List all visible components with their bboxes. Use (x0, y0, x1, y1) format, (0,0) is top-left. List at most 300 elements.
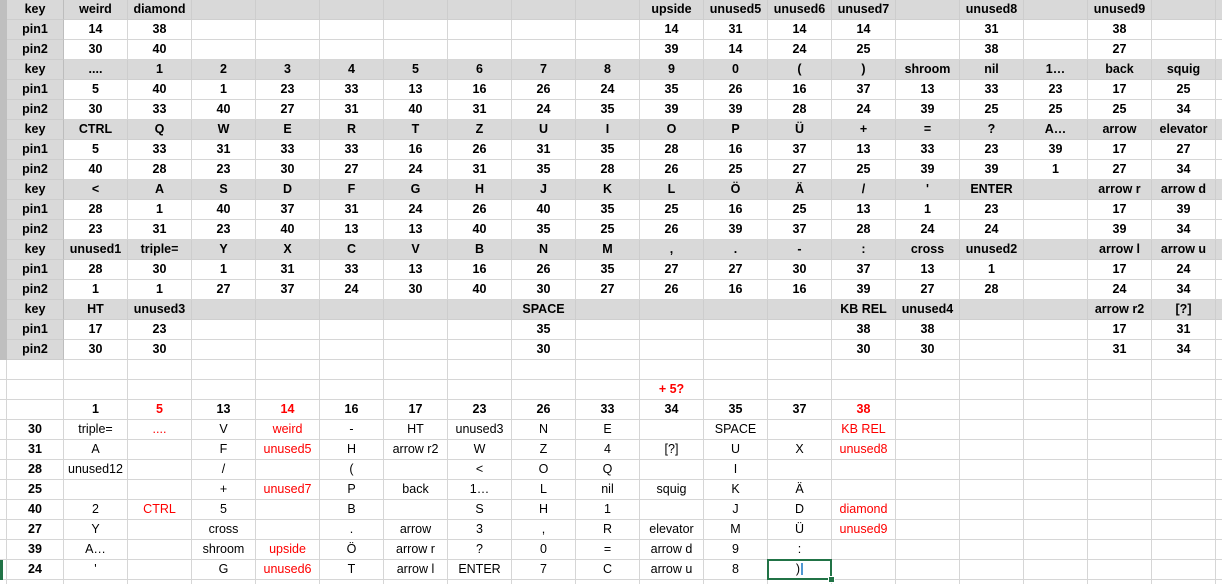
matrix-cell[interactable]: . (320, 520, 384, 540)
key-name-cell[interactable]: unused7 (832, 0, 896, 20)
key-name-cell[interactable]: 7 (512, 60, 576, 80)
key-name-cell[interactable]: F (320, 180, 384, 200)
matrix-cell[interactable]: : (768, 540, 832, 560)
blank-cell[interactable] (512, 360, 576, 380)
pin-value-cell[interactable]: 25 (1024, 100, 1088, 120)
blank-cell[interactable] (1088, 440, 1152, 460)
matrix-cell[interactable] (768, 460, 832, 480)
pin-value-cell[interactable]: 16 (384, 140, 448, 160)
matrix-cell[interactable]: shroom (192, 540, 256, 560)
pin-value-cell[interactable]: 14 (704, 40, 768, 60)
matrix-cell[interactable]: ENTER (448, 560, 512, 580)
row-label-cell[interactable]: pin1 (7, 80, 64, 100)
pin-value-cell[interactable]: 28 (960, 280, 1024, 300)
key-name-cell[interactable] (256, 300, 320, 320)
pin-value-cell[interactable]: 23 (64, 220, 128, 240)
pin-value-cell[interactable] (1024, 200, 1088, 220)
matrix-cell[interactable] (640, 500, 704, 520)
key-name-cell[interactable] (384, 0, 448, 20)
row-label-cell[interactable]: pin2 (7, 160, 64, 180)
matrix-row-label[interactable]: 28 (7, 460, 64, 480)
pin-value-cell[interactable]: 17 (64, 320, 128, 340)
pin-value-cell[interactable]: 17 (1088, 140, 1152, 160)
pin-value-cell[interactable]: 28 (64, 260, 128, 280)
pin-value-cell[interactable] (704, 340, 768, 360)
pin-value-cell[interactable]: 24 (384, 160, 448, 180)
key-name-cell[interactable]: M (576, 240, 640, 260)
pin-value-cell[interactable]: 24 (384, 200, 448, 220)
blank-cell[interactable] (512, 580, 576, 584)
key-name-cell[interactable]: R (320, 120, 384, 140)
matrix-cell[interactable]: E (576, 420, 640, 440)
pin-value-cell[interactable]: 40 (448, 220, 512, 240)
blank-cell[interactable] (768, 580, 832, 584)
matrix-row-label[interactable]: 27 (7, 520, 64, 540)
blank-cell[interactable] (576, 360, 640, 380)
pin-value-cell[interactable]: 40 (384, 100, 448, 120)
pin-value-cell[interactable] (640, 340, 704, 360)
pin-value-cell[interactable]: 40 (64, 160, 128, 180)
blank-cell[interactable] (1088, 360, 1152, 380)
blank-cell[interactable] (1152, 380, 1216, 400)
key-name-cell[interactable]: weird (64, 0, 128, 20)
pin-value-cell[interactable]: 16 (704, 280, 768, 300)
pin-value-cell[interactable] (960, 320, 1024, 340)
matrix-cell[interactable]: Ö (320, 540, 384, 560)
key-name-cell[interactable] (192, 300, 256, 320)
key-name-cell[interactable] (512, 0, 576, 20)
blank-cell[interactable] (1152, 400, 1216, 420)
matrix-cell[interactable]: Ä (768, 480, 832, 500)
pin-value-cell[interactable]: 33 (128, 140, 192, 160)
key-name-cell[interactable]: [?] (1152, 300, 1216, 320)
pin-value-cell[interactable]: 1 (128, 280, 192, 300)
pin-value-cell[interactable]: 33 (960, 80, 1024, 100)
matrix-cell[interactable]: unused5 (256, 440, 320, 460)
pin-value-cell[interactable] (192, 340, 256, 360)
key-name-cell[interactable]: < (64, 180, 128, 200)
pin-value-cell[interactable]: 13 (832, 200, 896, 220)
pin-value-cell[interactable]: 39 (704, 220, 768, 240)
pin-value-cell[interactable]: 35 (512, 220, 576, 240)
blank-cell[interactable] (1088, 580, 1152, 584)
row-label-cell[interactable]: key (7, 60, 64, 80)
pin-value-cell[interactable]: 39 (640, 100, 704, 120)
matrix-cell[interactable] (832, 540, 896, 560)
col-header-cell[interactable]: 1 (64, 400, 128, 420)
key-name-cell[interactable] (320, 300, 384, 320)
pin-value-cell[interactable]: 26 (640, 160, 704, 180)
pin-value-cell[interactable]: 30 (896, 340, 960, 360)
matrix-cell[interactable]: / (192, 460, 256, 480)
matrix-cell[interactable]: T (320, 560, 384, 580)
row-label-cell[interactable]: pin1 (7, 260, 64, 280)
matrix-cell[interactable]: D (768, 500, 832, 520)
blank-cell[interactable] (64, 360, 128, 380)
key-name-cell[interactable]: 8 (576, 60, 640, 80)
pin-value-cell[interactable]: 24 (832, 100, 896, 120)
pin-value-cell[interactable]: 35 (576, 140, 640, 160)
blank-cell[interactable] (320, 380, 384, 400)
pin-value-cell[interactable]: 5 (64, 140, 128, 160)
blank-cell[interactable] (1152, 580, 1216, 584)
pin-value-cell[interactable]: 38 (896, 320, 960, 340)
pin-value-cell[interactable]: 31 (448, 160, 512, 180)
matrix-cell[interactable]: + (192, 480, 256, 500)
key-name-cell[interactable]: / (832, 180, 896, 200)
key-name-cell[interactable]: diamond (128, 0, 192, 20)
matrix-cell[interactable]: = (576, 540, 640, 560)
pin-value-cell[interactable]: 31 (1088, 340, 1152, 360)
pin-value-cell[interactable]: 33 (320, 80, 384, 100)
matrix-row-label[interactable]: 25 (7, 480, 64, 500)
matrix-cell[interactable]: C (576, 560, 640, 580)
col-header-cell[interactable]: 14 (256, 400, 320, 420)
pin-value-cell[interactable]: 23 (960, 200, 1024, 220)
matrix-cell[interactable]: Q (576, 460, 640, 480)
pin-value-cell[interactable]: 24 (960, 220, 1024, 240)
blank-cell[interactable] (960, 520, 1024, 540)
pin-value-cell[interactable] (1152, 40, 1216, 60)
blank-cell[interactable] (1088, 500, 1152, 520)
pin-value-cell[interactable]: 16 (768, 280, 832, 300)
pin-value-cell[interactable] (384, 340, 448, 360)
matrix-cell[interactable]: 2 (64, 500, 128, 520)
pin-value-cell[interactable]: 16 (448, 260, 512, 280)
pin-value-cell[interactable]: 30 (64, 340, 128, 360)
pin-value-cell[interactable]: 26 (512, 260, 576, 280)
matrix-cell[interactable] (128, 520, 192, 540)
pin-value-cell[interactable]: 39 (832, 280, 896, 300)
key-name-cell[interactable]: 5 (384, 60, 448, 80)
pin-value-cell[interactable]: 30 (768, 260, 832, 280)
matrix-cell[interactable]: upside (256, 540, 320, 560)
blank-cell[interactable] (960, 460, 1024, 480)
row-label-cell[interactable]: key (7, 240, 64, 260)
key-name-cell[interactable] (576, 0, 640, 20)
pin-value-cell[interactable]: 40 (192, 200, 256, 220)
matrix-cell[interactable]: U (704, 440, 768, 460)
pin-value-cell[interactable]: 23 (256, 80, 320, 100)
pin-value-cell[interactable] (1024, 20, 1088, 40)
matrix-cell[interactable]: B (320, 500, 384, 520)
matrix-cell[interactable]: 5 (192, 500, 256, 520)
matrix-cell[interactable]: unused3 (448, 420, 512, 440)
blank-cell[interactable] (896, 540, 960, 560)
matrix-row-label[interactable]: 30 (7, 420, 64, 440)
pin-value-cell[interactable]: 39 (896, 160, 960, 180)
row-label-cell[interactable]: pin2 (7, 40, 64, 60)
matrix-cell[interactable]: arrow l (384, 560, 448, 580)
blank-cell[interactable] (768, 360, 832, 380)
key-name-cell[interactable]: Ä (768, 180, 832, 200)
key-name-cell[interactable]: cross (896, 240, 960, 260)
key-name-cell[interactable]: . (704, 240, 768, 260)
pin-value-cell[interactable]: 17 (1088, 260, 1152, 280)
matrix-cell[interactable] (64, 480, 128, 500)
pin-value-cell[interactable]: 27 (896, 280, 960, 300)
pin-value-cell[interactable]: 13 (896, 260, 960, 280)
pin-value-cell[interactable]: 27 (1088, 40, 1152, 60)
matrix-corner-cell[interactable] (7, 400, 64, 420)
pin-value-cell[interactable]: 16 (768, 80, 832, 100)
key-name-cell[interactable] (1024, 0, 1088, 20)
key-name-cell[interactable]: unused3 (128, 300, 192, 320)
pin-value-cell[interactable]: 25 (960, 100, 1024, 120)
key-name-cell[interactable] (192, 0, 256, 20)
blank-cell[interactable] (1152, 560, 1216, 580)
pin-value-cell[interactable]: 34 (1152, 220, 1216, 240)
matrix-row-label[interactable]: 39 (7, 540, 64, 560)
pin-value-cell[interactable]: 30 (64, 100, 128, 120)
matrix-cell[interactable] (832, 480, 896, 500)
pin-value-cell[interactable]: 26 (640, 280, 704, 300)
key-name-cell[interactable]: SPACE (512, 300, 576, 320)
pin-value-cell[interactable]: 1 (896, 200, 960, 220)
pin-value-cell[interactable] (320, 320, 384, 340)
pin-value-cell[interactable] (448, 340, 512, 360)
key-name-cell[interactable]: W (192, 120, 256, 140)
blank-cell[interactable] (384, 580, 448, 584)
key-name-cell[interactable]: H (448, 180, 512, 200)
pin-value-cell[interactable]: 35 (512, 160, 576, 180)
key-name-cell[interactable]: ) (832, 60, 896, 80)
pin-value-cell[interactable] (896, 40, 960, 60)
matrix-cell[interactable]: HT (384, 420, 448, 440)
pin-value-cell[interactable] (384, 320, 448, 340)
matrix-cell[interactable]: unused9 (832, 520, 896, 540)
matrix-cell[interactable]: unused6 (256, 560, 320, 580)
pin-value-cell[interactable]: 37 (832, 80, 896, 100)
pin-value-cell[interactable]: 23 (128, 320, 192, 340)
blank-cell[interactable] (1152, 460, 1216, 480)
key-name-cell[interactable]: arrow r2 (1088, 300, 1152, 320)
pin-value-cell[interactable]: 25 (832, 160, 896, 180)
key-name-cell[interactable]: T (384, 120, 448, 140)
pin-value-cell[interactable]: 38 (128, 20, 192, 40)
blank-cell[interactable] (1088, 400, 1152, 420)
blank-cell[interactable] (896, 520, 960, 540)
blank-cell[interactable] (832, 360, 896, 380)
matrix-cell[interactable] (256, 460, 320, 480)
pin-value-cell[interactable]: 1 (192, 80, 256, 100)
key-name-cell[interactable]: O (640, 120, 704, 140)
pin-value-cell[interactable]: 13 (896, 80, 960, 100)
pin-value-cell[interactable]: 5 (64, 80, 128, 100)
pin-value-cell[interactable]: 39 (1152, 200, 1216, 220)
pin-value-cell[interactable] (1024, 280, 1088, 300)
col-header-cell[interactable]: 38 (832, 400, 896, 420)
pin-value-cell[interactable]: 25 (1088, 100, 1152, 120)
pin-value-cell[interactable]: 16 (704, 140, 768, 160)
pin-value-cell[interactable]: 14 (768, 20, 832, 40)
matrix-cell[interactable]: .... (128, 420, 192, 440)
matrix-cell[interactable]: < (448, 460, 512, 480)
pin-value-cell[interactable] (576, 340, 640, 360)
matrix-cell[interactable]: diamond (832, 500, 896, 520)
matrix-cell[interactable]: elevator (640, 520, 704, 540)
pin-value-cell[interactable]: 28 (832, 220, 896, 240)
pin-value-cell[interactable]: 39 (704, 100, 768, 120)
pin-value-cell[interactable]: 35 (576, 100, 640, 120)
blank-cell[interactable] (256, 380, 320, 400)
matrix-cell[interactable]: K (704, 480, 768, 500)
pin-value-cell[interactable]: 33 (320, 260, 384, 280)
pin-value-cell[interactable] (1024, 40, 1088, 60)
blank-cell[interactable] (960, 580, 1024, 584)
matrix-cell[interactable]: , (512, 520, 576, 540)
key-name-cell[interactable] (768, 300, 832, 320)
matrix-cell[interactable]: Y (64, 520, 128, 540)
matrix-cell[interactable]: triple= (64, 420, 128, 440)
key-name-cell[interactable] (448, 0, 512, 20)
pin-value-cell[interactable]: 27 (192, 280, 256, 300)
row-label-cell[interactable]: key (7, 300, 64, 320)
key-name-cell[interactable]: HT (64, 300, 128, 320)
pin-value-cell[interactable] (960, 340, 1024, 360)
pin-value-cell[interactable]: 26 (512, 80, 576, 100)
pin-value-cell[interactable]: 25 (640, 200, 704, 220)
pin-value-cell[interactable]: 38 (1088, 20, 1152, 40)
matrix-cell[interactable] (384, 500, 448, 520)
matrix-row-label[interactable]: 24 (7, 560, 64, 580)
key-name-cell[interactable]: triple= (128, 240, 192, 260)
blank-cell[interactable] (1024, 460, 1088, 480)
pin-value-cell[interactable] (192, 20, 256, 40)
key-name-cell[interactable]: A (128, 180, 192, 200)
matrix-cell[interactable] (640, 460, 704, 480)
blank-cell[interactable] (1088, 420, 1152, 440)
key-name-cell[interactable]: X (256, 240, 320, 260)
pin-value-cell[interactable]: 33 (320, 140, 384, 160)
matrix-cell[interactable]: arrow r (384, 540, 448, 560)
col-header-cell[interactable]: 17 (384, 400, 448, 420)
key-name-cell[interactable]: = (896, 120, 960, 140)
blank-cell[interactable] (1088, 460, 1152, 480)
pin-value-cell[interactable]: 25 (576, 220, 640, 240)
col-header-cell[interactable]: 34 (640, 400, 704, 420)
pin-value-cell[interactable]: 31 (256, 260, 320, 280)
blank-cell[interactable] (128, 360, 192, 380)
blank-cell[interactable] (320, 360, 384, 380)
key-name-cell[interactable]: N (512, 240, 576, 260)
pin-value-cell[interactable]: 28 (128, 160, 192, 180)
pin-value-cell[interactable]: 30 (128, 340, 192, 360)
key-name-cell[interactable]: , (640, 240, 704, 260)
matrix-cell[interactable]: 8 (704, 560, 768, 580)
matrix-cell[interactable]: 0 (512, 540, 576, 560)
blank-cell[interactable] (256, 360, 320, 380)
blank-cell[interactable] (1088, 380, 1152, 400)
blank-cell[interactable] (896, 500, 960, 520)
matrix-cell[interactable]: O (512, 460, 576, 480)
pin-value-cell[interactable]: 30 (384, 280, 448, 300)
pin-value-cell[interactable]: 27 (256, 100, 320, 120)
pin-value-cell[interactable]: 1 (1024, 160, 1088, 180)
key-name-cell[interactable]: G (384, 180, 448, 200)
matrix-cell[interactable]: CTRL (128, 500, 192, 520)
key-name-cell[interactable]: I (576, 120, 640, 140)
blank-cell[interactable] (1088, 560, 1152, 580)
key-name-cell[interactable] (1152, 0, 1216, 20)
pin-value-cell[interactable] (512, 20, 576, 40)
key-name-cell[interactable]: Q (128, 120, 192, 140)
key-name-cell[interactable]: ' (896, 180, 960, 200)
pin-value-cell[interactable]: 1 (960, 260, 1024, 280)
pin-value-cell[interactable]: 30 (512, 280, 576, 300)
pin-value-cell[interactable]: 26 (448, 200, 512, 220)
key-name-cell[interactable]: KB REL (832, 300, 896, 320)
matrix-cell[interactable]: X (768, 440, 832, 460)
pin-value-cell[interactable]: 30 (832, 340, 896, 360)
matrix-cell[interactable]: I (704, 460, 768, 480)
row-label-cell[interactable]: key (7, 120, 64, 140)
pin-value-cell[interactable] (448, 20, 512, 40)
pin-value-cell[interactable]: 40 (128, 80, 192, 100)
blank-cell[interactable] (1024, 480, 1088, 500)
blank-cell[interactable] (1024, 540, 1088, 560)
blank-cell[interactable] (192, 360, 256, 380)
key-name-cell[interactable]: unused8 (960, 0, 1024, 20)
row-label-cell[interactable]: pin2 (7, 280, 64, 300)
matrix-cell[interactable]: squig (640, 480, 704, 500)
pin-value-cell[interactable]: 25 (768, 200, 832, 220)
matrix-cell[interactable]: Z (512, 440, 576, 460)
pin-value-cell[interactable]: 40 (448, 280, 512, 300)
pin-value-cell[interactable]: 31 (320, 100, 384, 120)
key-name-cell[interactable]: : (832, 240, 896, 260)
annotation-plus5[interactable]: + 5? (640, 380, 704, 400)
pin-value-cell[interactable] (192, 320, 256, 340)
matrix-cell[interactable]: P (320, 480, 384, 500)
pin-value-cell[interactable]: 27 (768, 160, 832, 180)
pin-value-cell[interactable]: 35 (576, 200, 640, 220)
pin-value-cell[interactable]: 27 (640, 260, 704, 280)
pin-value-cell[interactable] (448, 40, 512, 60)
row-label-cell[interactable]: key (7, 180, 64, 200)
key-name-cell[interactable]: CTRL (64, 120, 128, 140)
matrix-cell[interactable]: Ü (768, 520, 832, 540)
pin-value-cell[interactable] (1024, 220, 1088, 240)
matrix-cell[interactable]: G (192, 560, 256, 580)
pin-value-cell[interactable]: 17 (1088, 200, 1152, 220)
pin-value-cell[interactable] (704, 320, 768, 340)
key-name-cell[interactable]: 4 (320, 60, 384, 80)
pin-value-cell[interactable]: 37 (768, 140, 832, 160)
matrix-cell[interactable]: H (320, 440, 384, 460)
key-name-cell[interactable]: nil (960, 60, 1024, 80)
pin-value-cell[interactable]: 40 (128, 40, 192, 60)
row-label-cell[interactable]: pin1 (7, 320, 64, 340)
matrix-cell[interactable]: arrow (384, 520, 448, 540)
pin-value-cell[interactable]: 31 (1152, 320, 1216, 340)
pin-value-cell[interactable]: 23 (192, 220, 256, 240)
pin-value-cell[interactable]: 34 (1152, 280, 1216, 300)
pin-value-cell[interactable]: 30 (128, 260, 192, 280)
pin-value-cell[interactable] (448, 320, 512, 340)
blank-cell[interactable] (1152, 520, 1216, 540)
blank-cell[interactable] (448, 360, 512, 380)
blank-cell[interactable] (896, 420, 960, 440)
pin-value-cell[interactable]: 37 (768, 220, 832, 240)
key-name-cell[interactable]: elevator (1152, 120, 1216, 140)
blank-cell[interactable] (64, 580, 128, 584)
pin-value-cell[interactable] (576, 40, 640, 60)
pin-value-cell[interactable] (512, 40, 576, 60)
matrix-cell[interactable]: unused8 (832, 440, 896, 460)
blank-cell[interactable] (192, 580, 256, 584)
pin-value-cell[interactable]: 31 (192, 140, 256, 160)
